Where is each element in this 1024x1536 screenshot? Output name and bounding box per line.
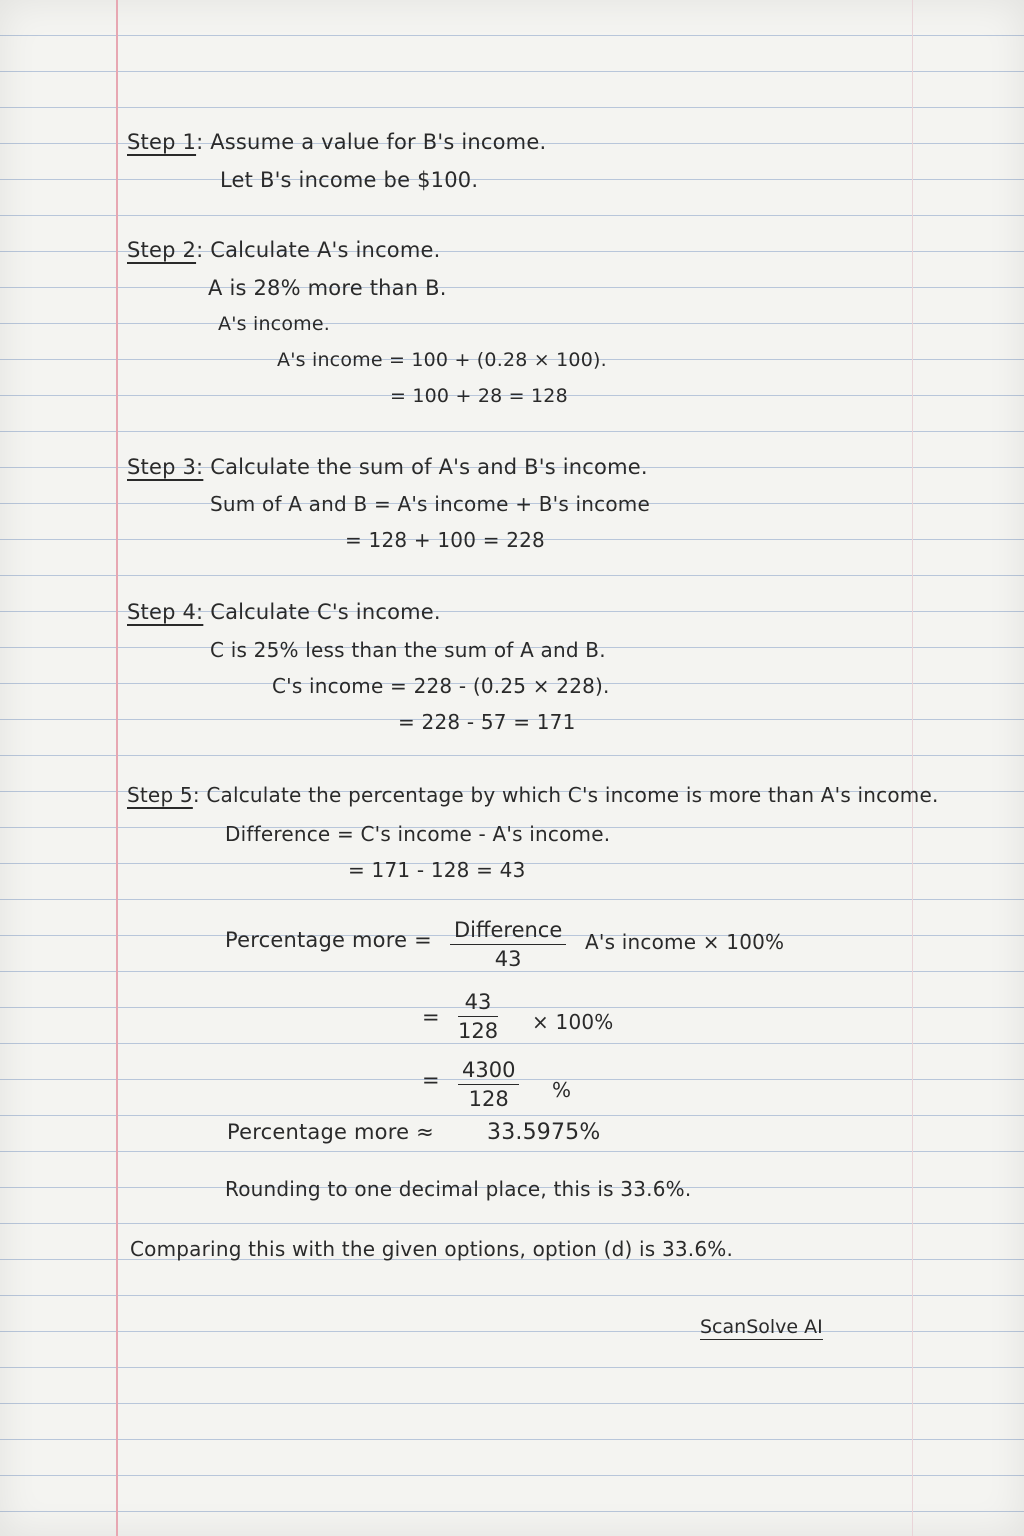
step4-label: Step 4: [127,600,204,624]
fraction-43-128 [458,990,498,1043]
step1-line1: Let B's income be $100. [220,168,479,192]
step3-line1: Sum of A and B = A's income + B's income [210,492,650,516]
fraction-43-128-denominator: 128 [458,1019,499,1043]
equals-sign-2: = [422,1005,440,1029]
step2-line3: A's income = 100 + (0.28 × 100). [277,349,607,371]
step4-heading-text: Calculate C's income. [203,600,441,624]
step3-line2: = 128 + 100 = 228 [345,528,545,552]
step5-heading-text: : Calculate the percentage by which C's income is more than A's income. [192,783,939,807]
fraction-4300-128-denominator: 128 [468,1087,509,1111]
signature: ScanSolve AI [700,1316,823,1338]
step1-heading [127,130,546,154]
step5-line2: = 171 - 128 = 43 [348,858,526,882]
step2-line1: A is 28% more than B. [208,276,447,300]
step3-heading [127,455,648,479]
step3-label: Step 3: [127,455,204,479]
step2-line4: = 100 + 28 = 128 [390,385,568,407]
step2-heading [127,238,441,262]
step1-heading-text: : Assume a value for B's income. [196,130,547,154]
margin-line [116,0,118,1536]
step5-label: Step 5 [127,783,193,807]
step4-line1: C is 25% less than the sum of A and B. [210,638,606,662]
rounding-line: Rounding to one decimal place, this is 33.6%. [225,1177,692,1201]
step5-line1: Difference = C's income - A's income. [225,822,611,846]
fraction-4300-128-numerator: 4300 [458,1058,519,1085]
step2-line2: A's income. [218,313,330,335]
step4-line2: C's income = 228 - (0.25 × 228). [272,674,610,698]
fraction-difference-rest: A's income × 100% [585,930,785,954]
step3-heading-text: Calculate the sum of A's and B's income. [203,455,648,479]
percentage-more-label: Percentage more = [225,928,432,952]
fraction-43-128-rest: × 100% [532,1010,614,1034]
step2-label: Step 2 [127,238,197,262]
step4-heading [127,600,441,624]
step4-line3: = 228 - 57 = 171 [398,710,576,734]
fraction-4300-128-rest: % [552,1078,572,1102]
step5-heading [127,783,939,807]
fraction-difference [450,918,566,971]
step2-heading-text: : Calculate A's income. [196,238,441,262]
fraction-difference-numerator: Difference [450,918,566,945]
fraction-difference-denominator: 43 [494,947,522,971]
comparing-line: Comparing this with the given options, option (d) is 33.6%. [130,1237,734,1261]
equals-sign-3: = [422,1068,440,1092]
percentage-approx-value: 33.5975% [487,1120,601,1145]
fraction-4300-128 [458,1058,519,1111]
right-margin-line [912,0,913,1536]
fraction-43-128-numerator: 43 [458,990,498,1017]
percentage-approx-label: Percentage more ≈ [227,1120,434,1144]
step1-label: Step 1 [127,130,197,154]
